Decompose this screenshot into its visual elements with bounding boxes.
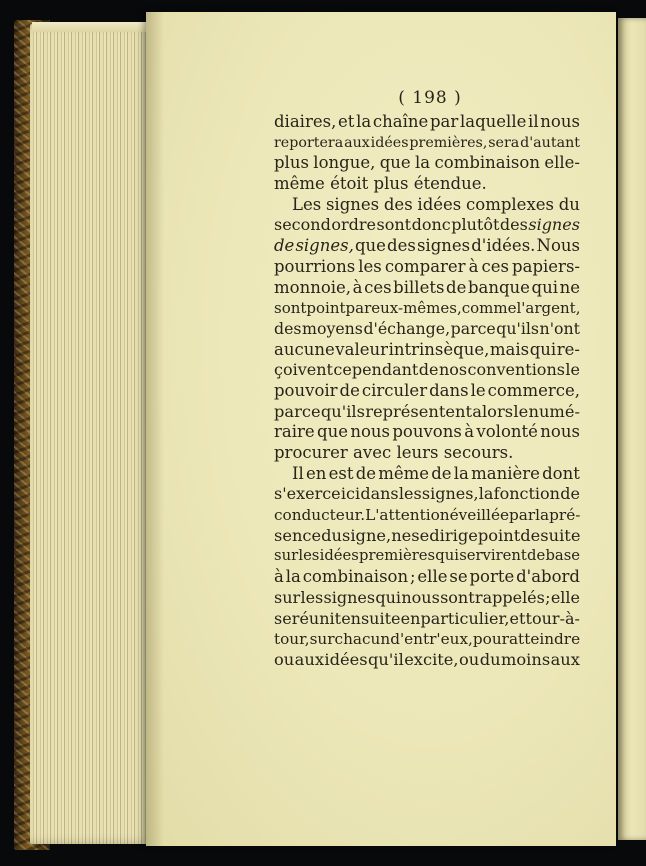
text-line: de signes, que des signes d'idées. Nous bbox=[274, 236, 580, 256]
text-line: raire que nous pouvons à volonté nous bbox=[274, 422, 580, 442]
text-line: çoivent cependant de nos conventions le bbox=[274, 360, 580, 380]
next-page-edge bbox=[618, 18, 646, 840]
page-text bbox=[274, 112, 580, 671]
text-line: sont point par eux-mêmes, comme l'argent, bbox=[274, 299, 581, 318]
text-line: conducteur. L'attention éveillée par la pré- bbox=[274, 506, 581, 525]
text-line: sur les signes qui nous sont rappelés ; elle bbox=[274, 587, 580, 607]
page-edges bbox=[30, 24, 152, 844]
text-line: parce qu'ils représentent alors le numé- bbox=[274, 401, 580, 421]
text-line: diaires, et la chaîne par laquelle il nous bbox=[274, 112, 580, 131]
text-line: Les signes des idées complexes du bbox=[292, 194, 580, 214]
text-line: procurer avec leurs secours. bbox=[274, 443, 514, 462]
page-gutter-shadow bbox=[146, 12, 164, 846]
text-line: reportera aux idées premières, sera d'autant bbox=[274, 134, 580, 151]
text-line: même étoit plus étendue. bbox=[274, 174, 487, 194]
text-line: sence du signe, ne se dirige point de suite bbox=[274, 525, 581, 545]
text-line: sur les idées premières qui servirent de base bbox=[274, 547, 580, 565]
text-line: pouvoir de circuler dans le commerce, bbox=[274, 380, 580, 400]
page-number: ( 198 ) bbox=[398, 88, 462, 108]
text-line: second ordre sont donc plutôt des signes bbox=[274, 215, 580, 235]
page-edges-top bbox=[32, 22, 150, 32]
text-line: aucune valeur intrinsèque, mais qui re- bbox=[274, 339, 580, 359]
text-line: ou aux idées qu'il excite, ou du moins aux bbox=[274, 649, 580, 669]
text-line: se réunit ensuite en particulier, et tour-à- bbox=[274, 608, 580, 628]
text-line: à la combinaison ; elle se porte d'abord bbox=[274, 567, 580, 587]
text-line: plus longue, que la combinaison elle- bbox=[274, 153, 580, 173]
text-line: s'exerce ici dans les signes, la fonction de bbox=[274, 484, 580, 504]
text-line: monnoie, à ces billets de banque qui ne bbox=[274, 277, 580, 297]
text-line: tour, sur chacun d'entr'eux, pour atteindre bbox=[274, 630, 581, 649]
text-line: pourrions les comparer à ces papiers- bbox=[274, 256, 580, 276]
text-line: Il en est de même de la manière dont bbox=[292, 463, 580, 483]
text-line: des moyens d'échange, parce qu'ils n'ont bbox=[274, 318, 580, 338]
